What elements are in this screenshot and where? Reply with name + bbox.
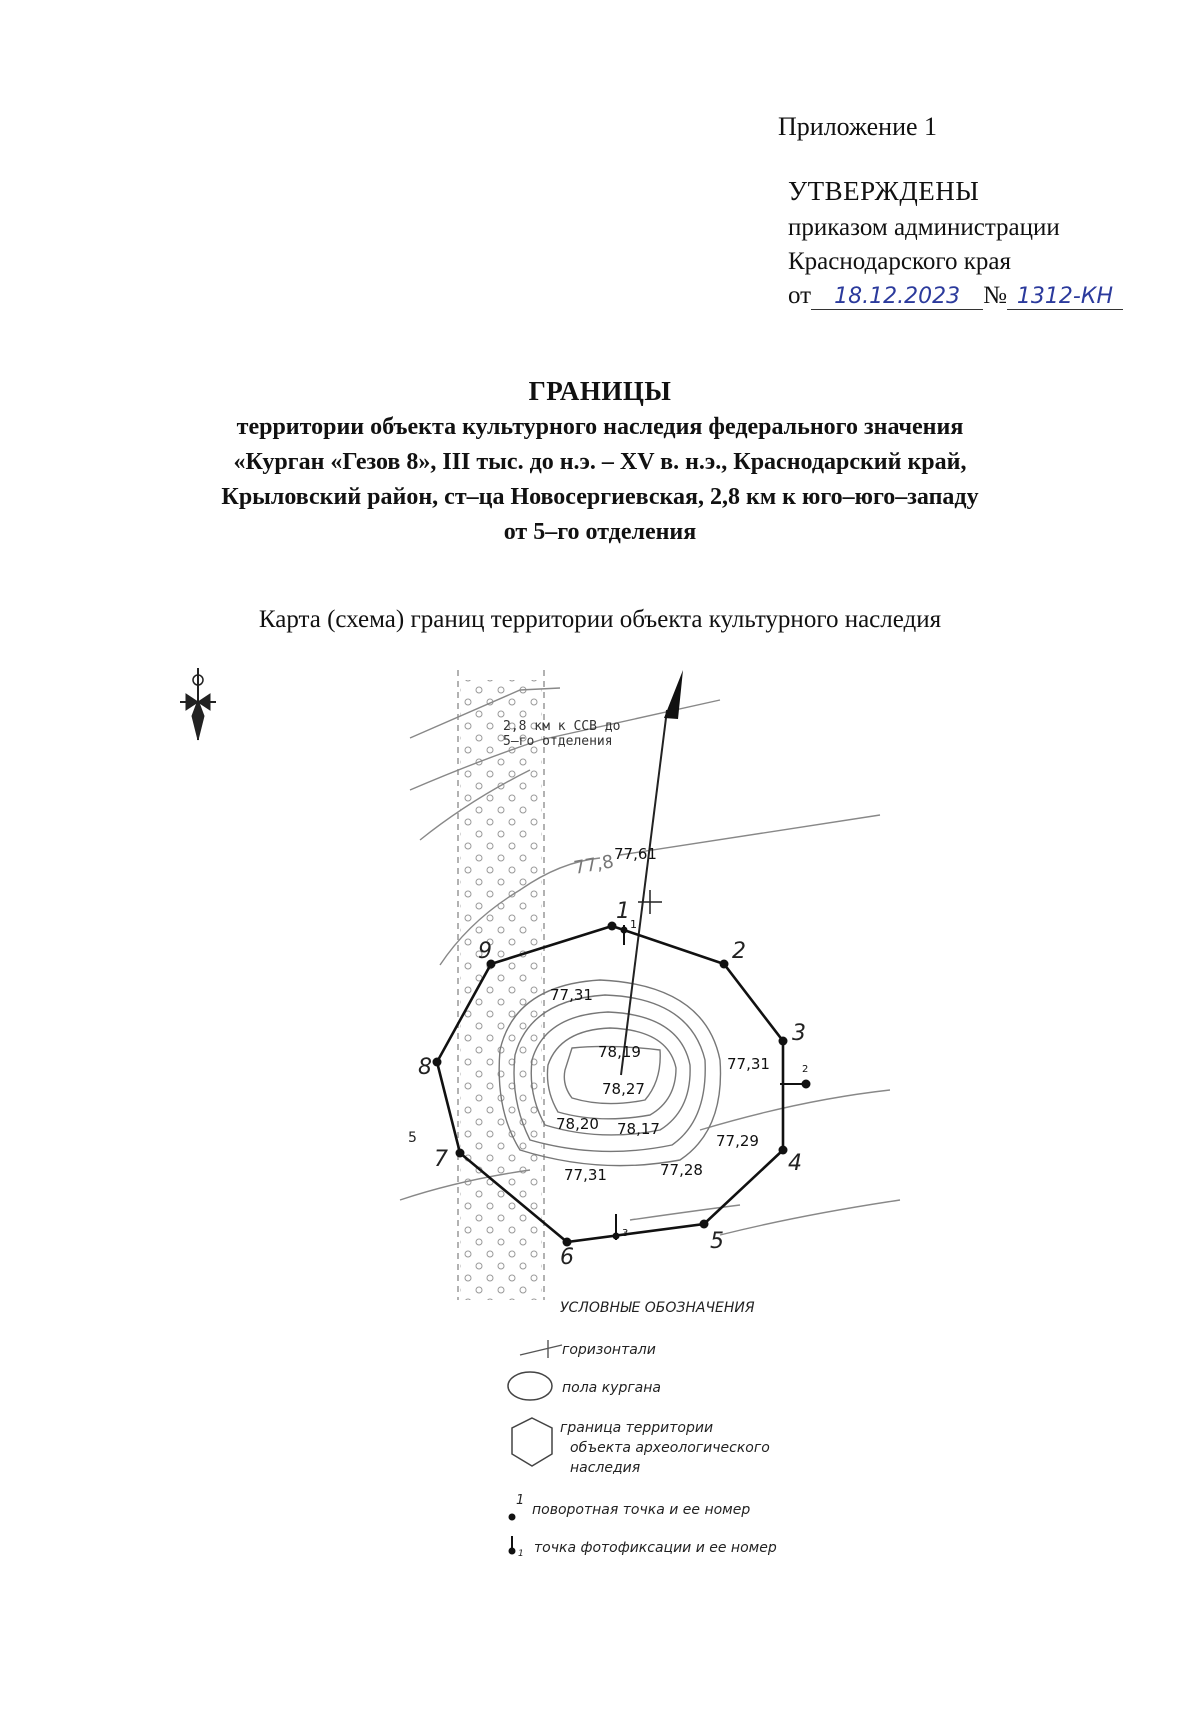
map-subtitle: Карта (схема) границ территории объекта культурного наследия	[258, 606, 942, 633]
page-title: ГРАНИЦЫ	[528, 376, 672, 406]
elevation-2: 78,19	[598, 1043, 641, 1061]
title-line-1: территории объекта культурного наследия федерального значения	[236, 414, 964, 440]
elevation-8: 77,31	[564, 1166, 607, 1184]
approved-heading: УТВЕРЖДЕНЫ	[788, 176, 980, 206]
legend-boundary-3: наследия	[570, 1460, 641, 1476]
point-label-2: 2	[732, 939, 746, 964]
date-prefix: от	[788, 282, 812, 309]
elevation-7: 77,29	[716, 1132, 759, 1150]
number-handwritten: 1312-КН	[1007, 284, 1123, 310]
elevation-5: 78,17	[617, 1120, 660, 1138]
elevation-4: 78,20	[556, 1115, 599, 1133]
compass-rose-icon	[180, 668, 216, 740]
photo-label-2: 2	[802, 1064, 809, 1075]
legend-turning-point: поворотная точка и ее номер	[532, 1502, 751, 1518]
point-label-8: 8	[418, 1055, 432, 1080]
date-handwritten: 18.12.2023	[811, 284, 983, 310]
direction-note-1: 2,8 км к ССВ до	[503, 719, 621, 734]
point-label-1: 1	[616, 899, 630, 924]
legend-turning-point-icon	[509, 1514, 516, 1521]
elevation-3: 78,27	[602, 1080, 645, 1098]
title-line-2: «Курган «Гезов 8», III тыс. до н.э. – XV в. н.э., Краснодарский край,	[233, 449, 967, 475]
order-line-2: Краснодарского края	[788, 248, 1011, 275]
legend-contour-icon	[520, 1340, 562, 1358]
legend-boundary-icon	[512, 1418, 552, 1466]
point-label-3: 3	[792, 1021, 806, 1046]
legend-photo-point: точка фотофиксации и ее номер	[534, 1540, 777, 1556]
legend-mound-icon	[508, 1372, 552, 1400]
point-label-7: 7	[434, 1147, 448, 1172]
legend-boundary-1: граница территории	[560, 1420, 714, 1436]
point-label-5: 5	[710, 1229, 724, 1254]
elevation-9: 77,28	[660, 1161, 703, 1179]
legend-boundary-2: объекта археологического	[570, 1440, 770, 1456]
appendix-label: Приложение 1	[778, 112, 938, 141]
photo-label-1: 1	[630, 918, 637, 931]
photo-point-1	[621, 925, 627, 945]
legend-mound-base: пола кургана	[562, 1380, 661, 1396]
photo-label-3: 3	[622, 1228, 629, 1239]
photo-point-2	[780, 1080, 810, 1088]
point-label-4: 4	[788, 1151, 802, 1176]
legend-title: УСЛОВНЫЕ ОБОЗНАЧЕНИЯ	[560, 1300, 755, 1316]
contour-label: 77,8	[572, 851, 616, 879]
number-prefix: №	[983, 282, 1007, 309]
legend-contours: горизонтали	[562, 1342, 656, 1358]
point-label-9: 9	[478, 939, 492, 964]
legend	[508, 1300, 777, 1559]
legend-photo-point-icon	[509, 1536, 515, 1554]
photo-point-3	[613, 1214, 619, 1240]
legend-turning-point-num: 1	[516, 1493, 525, 1508]
legend-photo-point-num: 1	[518, 1549, 524, 1559]
point-label-6: 6	[560, 1245, 574, 1270]
edge-marker-left: 5	[408, 1130, 417, 1146]
elevation-1: 77,31	[550, 986, 593, 1004]
title-line-4: от 5–го отделения	[503, 519, 697, 545]
elevation-6: 77,31	[727, 1055, 770, 1073]
elevation-0: 77,61	[614, 845, 657, 863]
direction-note-2: 5–го отделения	[503, 734, 613, 749]
order-line-1: приказом администрации	[788, 214, 1060, 241]
title-line-3: Крыловский район, ст–ца Новосергиевская, 2,8 км к юго–юго–западу	[221, 484, 979, 510]
